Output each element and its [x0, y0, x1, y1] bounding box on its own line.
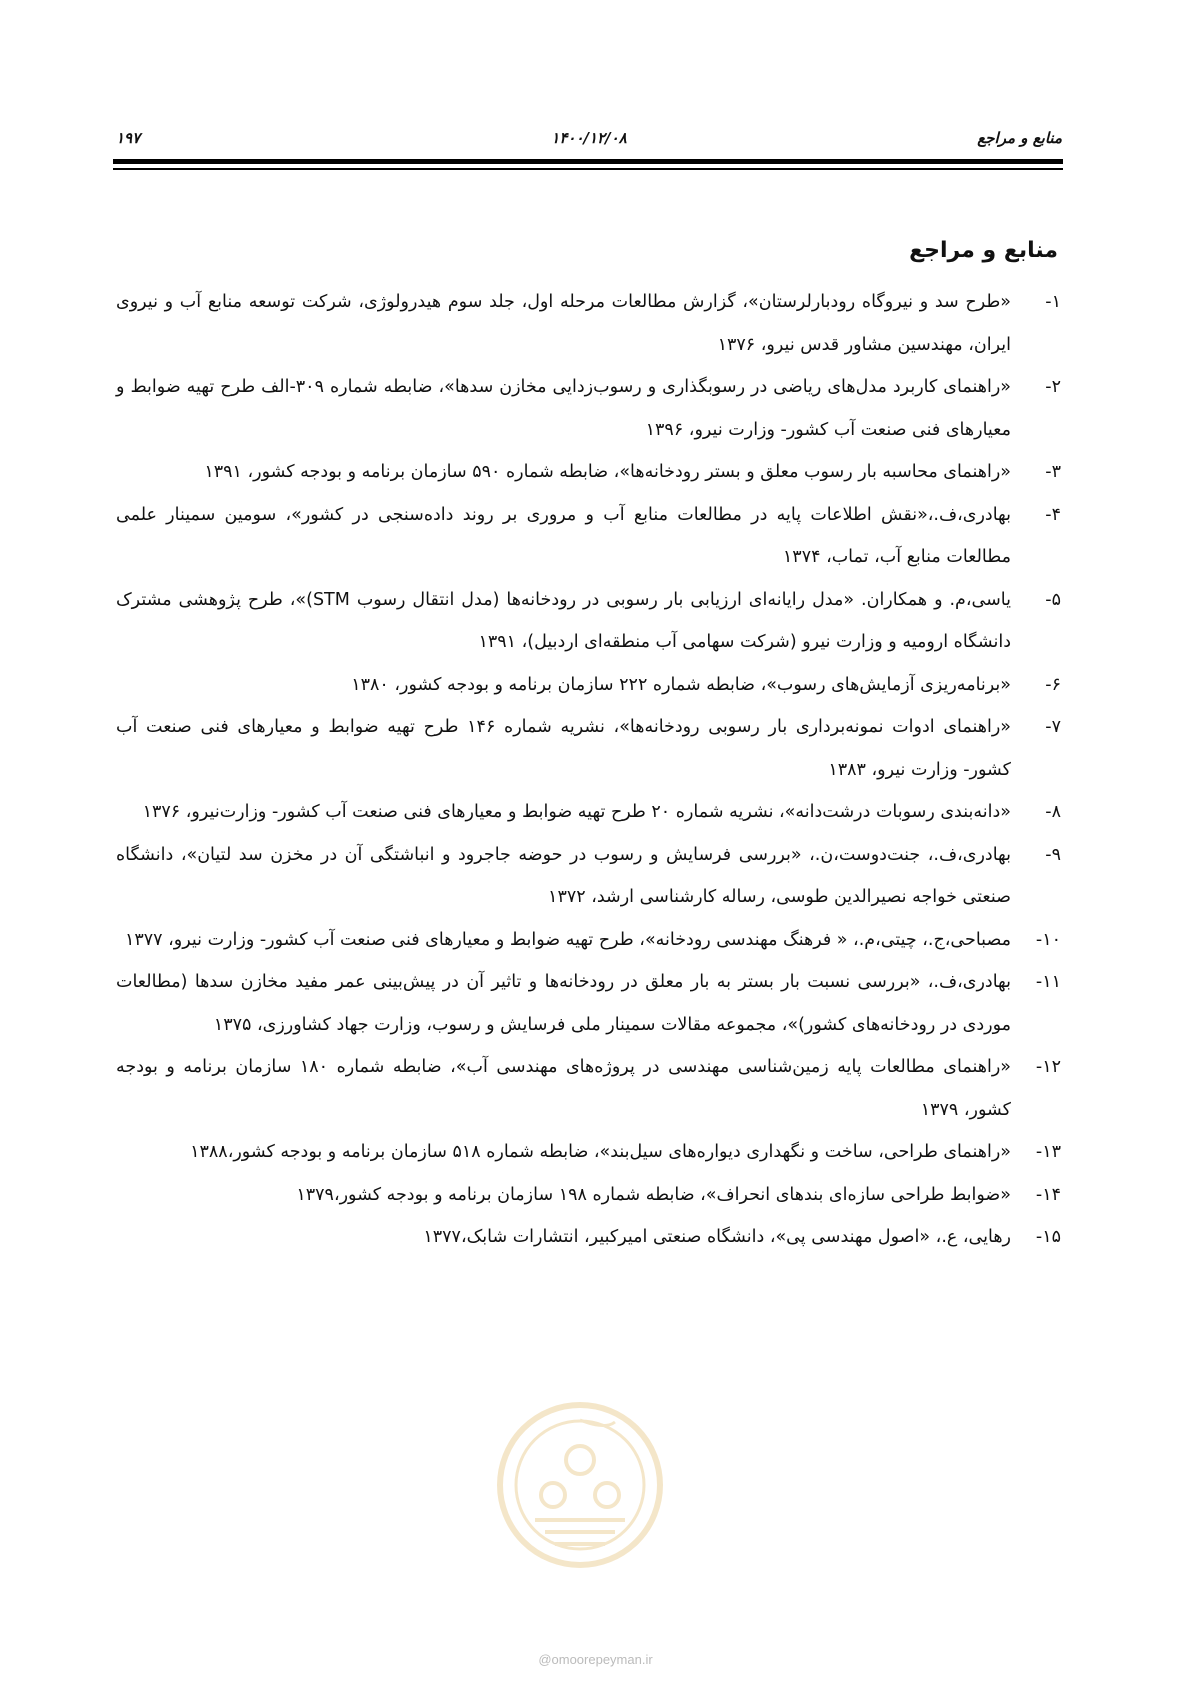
reference-text: مصباحی،ج.، چیتی،م.، « فرهنگ مهندسی رودخانه»، طرح تهیه ضوابط و معیارهای فنی صنعت آب کشور- وزارت نیرو، ۱۳۷۷	[124, 929, 1011, 950]
reference-number: ۳-	[1045, 462, 1061, 482]
running-header-section: منابع و مراجع	[977, 129, 1062, 147]
reference-text: بهادری،ف.، جنت‌دوست،ن.، «بررسی فرسایش و رسوب در حوضه جاجرود و انباشتگی آن در مخزن سد لتیان»، دانشگاه صنعتی خواجه نصیرالدین طوسی، رساله کارشناسی ارشد، ۱۳۷۲	[116, 844, 1011, 907]
reference-item	[116, 451, 1061, 494]
header-rule-thick	[113, 159, 1063, 164]
reference-item	[116, 494, 1061, 579]
reference-number: ۹-	[1045, 844, 1061, 865]
reference-text: رهایی، ع.، «اصول مهندسی پی»، دانشگاه صنعتی امیرکبیر، انتشارات شابک،۱۳۷۷	[423, 1227, 1011, 1247]
reference-text: «ضوابط طراحی سازه‌ای بندهای انحراف»، ضابطه شماره ۱۹۸ سازمان برنامه و بودجه کشور،۱۳۷۹	[296, 1184, 1011, 1205]
reference-number: ۱۲-	[1035, 1057, 1061, 1077]
reference-number: ۴-	[1045, 504, 1061, 525]
reference-text: «برنامه‌ریزی آزمایش‌های رسوب»، ضابطه شماره ۲۲۲ سازمان برنامه و بودجه کشور، ۱۳۸۰	[351, 674, 1011, 695]
reference-item	[116, 281, 1061, 366]
reference-item	[116, 1174, 1061, 1217]
reference-number: ۱-	[1045, 292, 1061, 312]
reference-number: ۱۱-	[1035, 972, 1061, 992]
reference-text: بهادری،ف.،«نقش اطلاعات پایه در مطالعات منابع آب و مروری بر روند داده‌سنجی در کشور»، سومین سمینار علمی مطالعات منابع آب، تماب، ۱۳۷۴	[116, 504, 1011, 567]
reference-text: بهادری،ف.، «بررسی نسبت بار بستر به بار معلق در رودخانه‌ها و تاثیر آن در پیش‌بینی عمر مفید مخازن سدها (مطالعات موردی در رودخانه‌های کشور)»، مجموعه مقالات سمینار ملی فرسایش و رسوب، وزارت جهاد کشاورزی، ۱۳۷۵	[116, 972, 1011, 1035]
page-number: ۱۹۷	[116, 129, 141, 147]
reference-item	[116, 706, 1061, 791]
seal-logo-icon	[495, 1400, 665, 1570]
reference-item	[116, 961, 1061, 1046]
running-header-date: ۱۴۰۰/۱۲/۰۸	[551, 129, 627, 147]
reference-item	[116, 1216, 1061, 1259]
reference-number: ۱۳-	[1035, 1142, 1061, 1162]
reference-text: «طرح سد و نیروگاه رودبارلرستان»، گزارش مطالعات مرحله اول، جلد سوم هیدرولوژی، شرکت توسعه منابع آب و نیروی ایران، مهندسین مشاور قدس نیرو، ۱۳۷۶	[116, 292, 1011, 355]
reference-number: ۱۴-	[1035, 1184, 1061, 1205]
reference-item	[116, 919, 1061, 962]
reference-text: یاسی،م. و همکاران. «مدل رایانه‌ای ارزیابی بار رسوبی در رودخانه‌ها (مدل انتقال رسوب STM)»، طرح پژوهشی مشترک دانشگاه ارومیه و وزارت نیرو (شرکت سهامی آب منطقه‌ای اردبیل)، ۱۳۹۱	[116, 589, 1011, 652]
reference-text: «راهنمای کاربرد مدل‌های ریاضی در رسوبگذاری و رسوب‌زدایی مخازن سدها»، ضابطه شماره ۳۰۹-الف طرح تهیه ضوابط و معیارهای فنی صنعت آب کشور- وزارت نیرو، ۱۳۹۶	[116, 377, 1011, 440]
reference-item	[116, 834, 1061, 919]
reference-item	[116, 1046, 1061, 1131]
reference-number: ۶-	[1045, 674, 1061, 695]
reference-text: «دانه‌بندی رسوبات درشت‌دانه»، نشریه شماره ۲۰ طرح تهیه ضوابط و معیارهای فنی صنعت آب کشور- وزارت‌نیرو، ۱۳۷۶	[142, 802, 1011, 822]
reference-number: ۲-	[1045, 377, 1061, 397]
header-rule-thin	[113, 168, 1063, 170]
reference-number: ۷-	[1045, 717, 1061, 737]
reference-number: ۱۵-	[1035, 1227, 1061, 1247]
reference-item	[116, 366, 1061, 451]
reference-text: «راهنمای ادوات نمونه‌برداری بار رسوبی رودخانه‌ها»، نشریه شماره ۱۴۶ طرح تهیه ضوابط و معیارهای فنی صنعت آب کشور- وزارت نیرو، ۱۳۸۳	[116, 717, 1011, 780]
reference-number: ۸-	[1045, 802, 1061, 822]
watermark-url: @omoorepeyman.ir	[538, 1652, 653, 1667]
reference-item	[116, 791, 1061, 834]
reference-text: «راهنمای طراحی، ساخت و نگهداری دیواره‌های سیل‌بند»، ضابطه شماره ۵۱۸ سازمان برنامه و بودجه کشور،۱۳۸۸	[190, 1142, 1011, 1162]
reference-text: «راهنمای محاسبه بار رسوب معلق و بستر رودخانه‌ها»، ضابطه شماره ۵۹۰ سازمان برنامه و بودجه کشور، ۱۳۹۱	[204, 462, 1011, 482]
reference-list	[116, 281, 1061, 1259]
reference-number: ۱۰-	[1035, 929, 1061, 950]
reference-item	[116, 579, 1061, 664]
reference-number: ۵-	[1045, 589, 1061, 610]
reference-item	[116, 1131, 1061, 1174]
reference-text: «راهنمای مطالعات پایه زمین‌شناسی مهندسی در پروژه‌های مهندسی آب»، ضابطه شماره ۱۸۰ سازمان برنامه و بودجه کشور، ۱۳۷۹	[116, 1057, 1011, 1120]
page-header	[116, 126, 1062, 150]
section-title: منابع و مراجع	[909, 238, 1058, 263]
reference-item	[116, 664, 1061, 707]
